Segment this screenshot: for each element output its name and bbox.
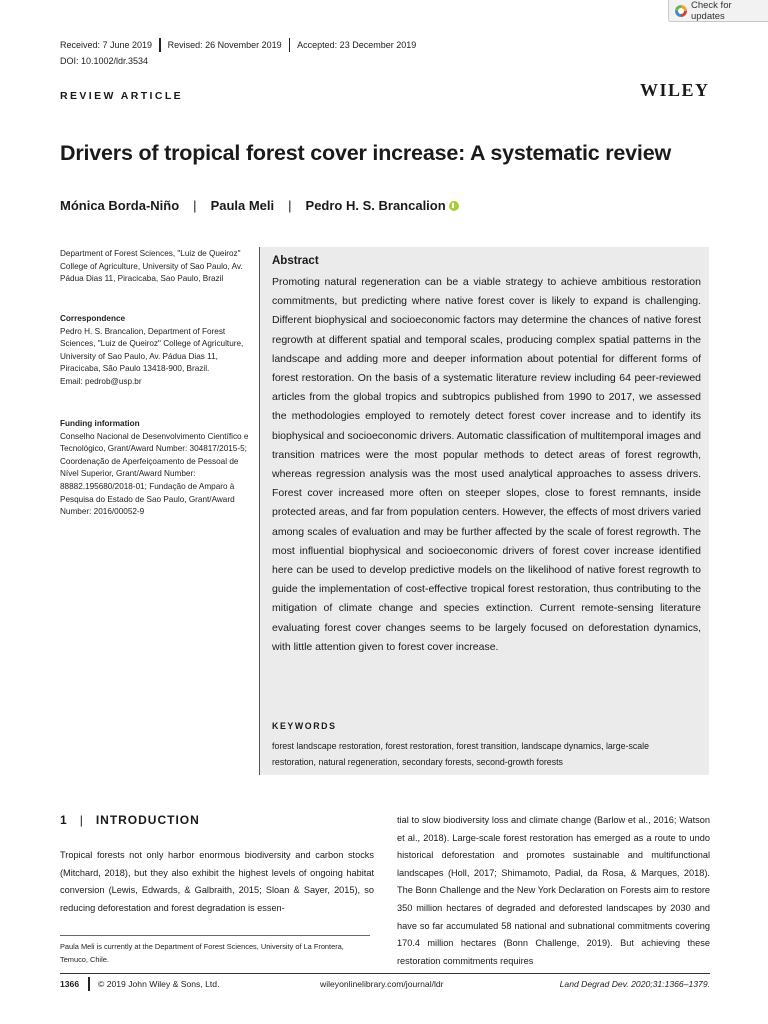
correspondence-block	[60, 313, 250, 389]
body-text-left: Tropical forests not only harbor enormous biodiversity and carbon stocks (Mitchard, 2018), but they also exhibit the highest levels of ongoing habitat conversion (Lewis, Edwards, & Galbraith, 2015; Sloan & Sayer, 2015), so reducing deforestation and forest degradation is essen-	[60, 850, 374, 913]
section-title: INTRODUCTION	[95, 813, 200, 827]
keywords-heading: KEYWORDS	[272, 721, 337, 731]
footnote-divider	[60, 935, 370, 936]
author-name[interactable]: Mónica Borda-Niño	[60, 198, 180, 213]
correspondence-heading: Correspondence	[60, 314, 126, 323]
footnote: Paula Meli is currently at the Department of Forest Sciences, University of La Frontera, Temuco, Chile.	[60, 942, 344, 964]
keywords-text: forest landscape restoration, forest restoration, forest transition, landscape dynamics, large-scale restoration, natural regeneration, secondary forests, second-growth forests	[272, 741, 649, 768]
correspondence-text: Pedro H. S. Brancalion, Department of Forest Sciences, "Luiz de Queiroz" College of Agriculture, University of Sao Paulo, Av. Pádua Dias 11, Piracicaba, São Paulo 13418-900, Brazil.	[60, 326, 244, 374]
crossmark-icon	[675, 5, 687, 17]
funding-text: Conselho Nacional de Desenvolvimento Científico e Tecnológico, Grant/Award Number: 304817/2015-5; Coordenação de Aperfeiçoamento de Pessoal de Nível Superior, Grant/Award Number: 88882.195680/2018-01; Fundação de Amparo à Pesquisa do Estado de Sao Paulo, Grant/Award Number: 2016/00052-9	[60, 431, 249, 517]
article-title: Drivers of tropical forest cover increase: A systematic review	[60, 141, 671, 165]
accepted-date: Accepted: 23 December 2019	[297, 40, 417, 50]
received-date: Received: 7 June 2019	[60, 40, 153, 50]
footer-separator	[88, 977, 90, 991]
funding-heading: Funding information	[60, 419, 140, 428]
page-number: 1366	[60, 979, 80, 989]
author-separator: |	[288, 198, 292, 213]
journal-url[interactable]: wileyonlinelibrary.com/journal/ldr	[320, 979, 444, 989]
doi[interactable]: DOI: 10.1002/ldr.3534	[60, 56, 149, 66]
orcid-icon[interactable]	[449, 201, 459, 211]
article-type: REVIEW ARTICLE	[60, 90, 184, 102]
affiliation: Department of Forest Sciences, "Luiz de Queiroz" College of Agriculture, University of Sao Paulo, Av. Pádua Dias 11, Piracicaba, Sao Paulo, Brazil	[60, 249, 243, 284]
abstract-heading: Abstract	[272, 255, 319, 267]
section-separator: |	[79, 813, 84, 827]
article-dates	[60, 38, 416, 52]
funding-block	[60, 418, 250, 519]
author-name[interactable]: Paula Meli	[210, 198, 275, 213]
section-heading	[60, 813, 200, 827]
copyright: © 2019 John Wiley & Sons, Ltd.	[98, 979, 220, 989]
date-separator	[159, 38, 161, 52]
author-name[interactable]: Pedro H. S. Brancalion	[305, 198, 446, 213]
check-for-updates-label: Check for updates	[690, 0, 732, 22]
revised-date: Revised: 26 November 2019	[167, 40, 282, 50]
journal-citation: Land Degrad Dev. 2020;31:1366–1379.	[559, 979, 710, 989]
abstract-text: Promoting natural regeneration can be a viable strategy to achieve ambitious restoration commitments, but predicting where native forest cover is likely to expand is challenging. Different biophysical and socioeconomic factors may determine the chances of native forest regrowth at different spatial and temporal scales, producing complex spatial patterns in the landscape and adding more and deeper information about potential for different forms of forest restoration. On the basis of a systematic literature review including 64 peer-reviewed articles from the global tropics and subtropics published from 1990 to 2017, we assessed the methodologies employed to remotely detect forest cover increase and to identify its biophysical and socioeconomic drivers. Automatic classification of multitemporal images and transition matrices were the most popular methods to detect areas of forest regrowth, whereas regression analysis was the most used analytical approaches to assess drivers. Forest cover increased more often on steeper slopes, close to forest remnants, inside protected areas, and far from population centers. However, the effects of most drivers varied among scales of evaluation and may be further affected by the scale of forest regrowth. The most influential biophysical and socioeconomic drivers of forest cover increase identified here can be used to develop predictive models on the likelihood of native forest regrowth to guide the implementation of cost-effective tropical forest restoration, thus contributing to the mitigation of climate change and species extinction. Current remote-sensing literature evaluating forest cover changes seems to be largely focused on deforestation dynamics, with little attention given to forest cover increase.	[272, 276, 701, 653]
author-list	[60, 198, 459, 213]
date-separator	[289, 38, 291, 52]
check-for-updates-button[interactable]	[668, 0, 768, 22]
author-separator: |	[193, 198, 197, 213]
section-number: 1	[60, 813, 68, 827]
body-text-right: tial to slow biodiversity loss and climate change (Barlow et al., 2016; Watson et al., 2018). Large-scale forest restoration has emerged as a route to undo historical deforestation and promotes sustainable and multifunctional landscapes (Holl, 2017; Shimamoto, Padial, da Rosa, & Marques, 2018). The Bonn Challenge and the New York Declaration on Forests aim to restore 350 million hectares of degraded and deforested landscapes by 2030 and have so far accumulated 58 national and subnational commitments covering 170.4 million hectares (Bonn Challenge, 2019). But achieving these restoration commitments requires	[397, 815, 710, 966]
footer-divider	[60, 973, 710, 974]
correspondence-email[interactable]: Email: pedrob@usp.br	[60, 376, 142, 386]
publisher-logo: WILEY	[640, 80, 710, 100]
